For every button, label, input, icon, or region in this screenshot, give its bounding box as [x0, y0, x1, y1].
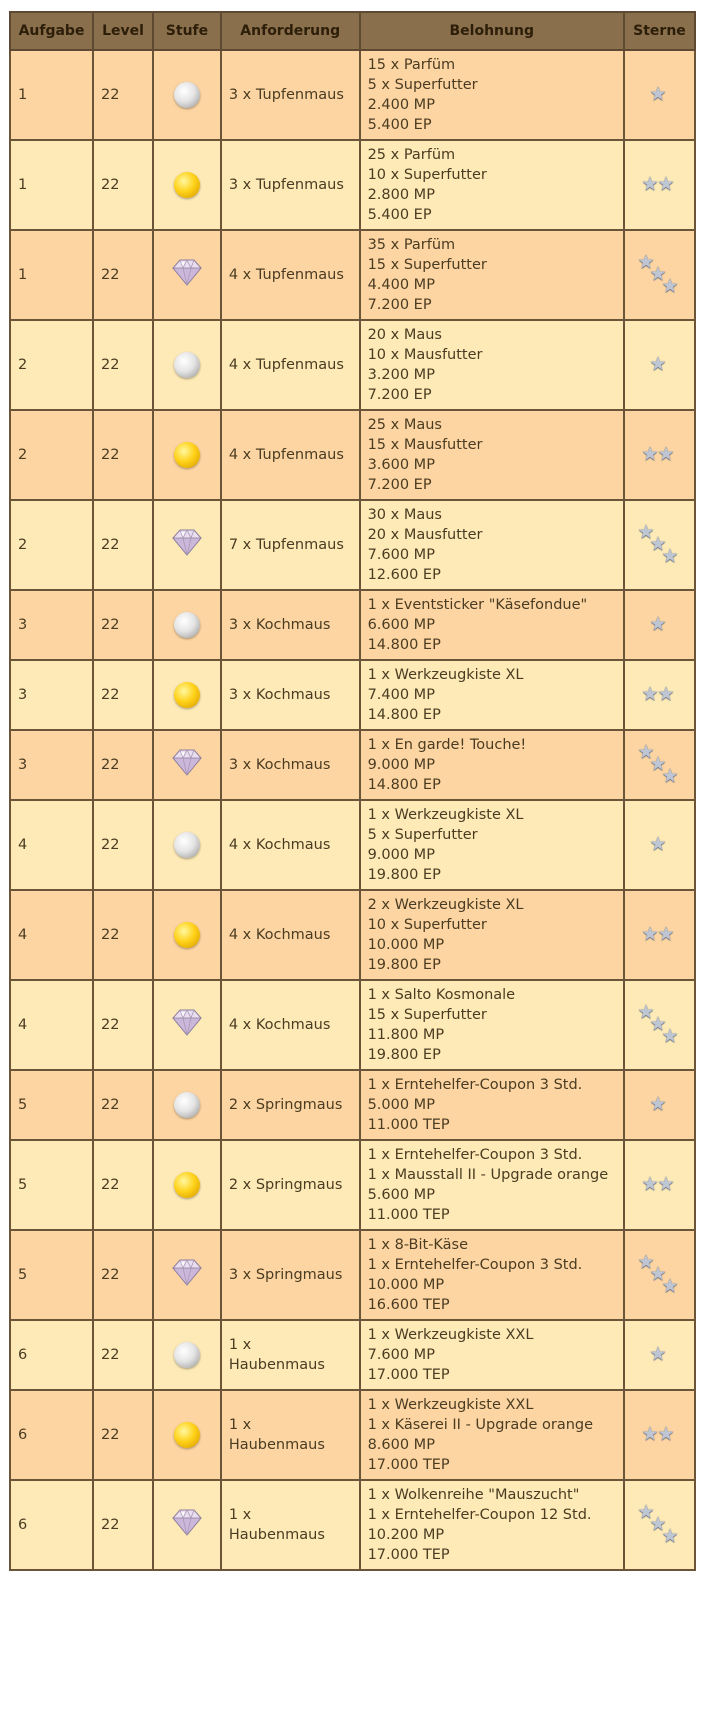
cell-belohnung: [360, 230, 624, 320]
reward-line: 17.000 TEP: [367, 1547, 450, 1563]
table-row: [10, 890, 695, 980]
cell-level: 22: [93, 410, 153, 500]
cell-anforderung: 4 x Tupfenmaus: [221, 320, 360, 410]
cell-anforderung: 1 x Haubenmaus: [221, 1320, 360, 1390]
reward-line: 7.200 EP: [367, 477, 432, 493]
cell-level: 22: [93, 800, 153, 890]
header-anforderung: Anforderung: [221, 12, 360, 50]
reward-line: 14.800 EP: [367, 777, 441, 793]
diamond-icon: [172, 748, 202, 782]
star-icon: ★: [649, 1513, 667, 1535]
cell-stufe: [153, 980, 221, 1070]
reward-line: 25 x Maus: [367, 417, 442, 433]
star-rating: [641, 1425, 677, 1445]
reward-line: 2 x Werkzeugkiste XL: [367, 897, 524, 913]
cell-level: 22: [93, 1230, 153, 1320]
cell-sterne: [624, 1390, 695, 1480]
star-rating: [649, 615, 669, 635]
cell-aufgabe: 6: [10, 1320, 93, 1390]
reward-line: 1 x Mausstall II - Upgrade orange: [367, 1167, 609, 1183]
cell-anforderung: 1 x Haubenmaus: [221, 1480, 360, 1570]
table-header-row: [10, 12, 695, 50]
cell-aufgabe: 4: [10, 980, 93, 1070]
reward-line: 5 x Superfutter: [367, 827, 478, 843]
cell-sterne: [624, 1320, 695, 1390]
cell-level: 22: [93, 50, 153, 140]
star-icon: ★: [657, 1173, 675, 1195]
cell-aufgabe: 2: [10, 320, 93, 410]
cell-stufe: [153, 1320, 221, 1390]
cell-belohnung: [360, 1480, 624, 1570]
star-rating: [649, 1095, 669, 1115]
cell-aufgabe: 3: [10, 590, 93, 660]
reward-line: 1 x Erntehelfer-Coupon 3 Std.: [367, 1257, 583, 1273]
cell-level: 22: [93, 230, 153, 320]
reward-line: 1 x Werkzeugkiste XXL: [367, 1397, 534, 1413]
table-row: [10, 410, 695, 500]
star-rating: [641, 1175, 677, 1195]
reward-line: 7.200 EP: [367, 297, 432, 313]
cell-belohnung: [360, 800, 624, 890]
cell-belohnung: [360, 50, 624, 140]
cell-stufe: [153, 1230, 221, 1320]
cell-aufgabe: 4: [10, 890, 93, 980]
cell-anforderung: 4 x Tupfenmaus: [221, 230, 360, 320]
cell-belohnung: [360, 320, 624, 410]
reward-line: 1 x Erntehelfer-Coupon 3 Std.: [367, 1077, 583, 1093]
cell-anforderung: 2 x Springmaus: [221, 1070, 360, 1140]
star-icon: ★: [657, 443, 675, 465]
cell-sterne: [624, 1480, 695, 1570]
silver-coin-icon: [174, 82, 200, 108]
star-icon: ★: [657, 1423, 675, 1445]
reward-line: 10 x Superfutter: [367, 917, 487, 933]
table-row: [10, 500, 695, 590]
star-rating: [641, 925, 677, 945]
silver-coin-icon: [174, 352, 200, 378]
star-icon: ★: [657, 173, 675, 195]
table-row: [10, 1140, 695, 1230]
reward-line: 9.000 MP: [367, 757, 435, 773]
reward-line: 1 x Wolkenreihe "Mauszucht": [367, 1487, 580, 1503]
table-row: [10, 660, 695, 730]
header-sterne: Sterne: [624, 12, 695, 50]
cell-aufgabe: 5: [10, 1140, 93, 1230]
cell-aufgabe: 1: [10, 230, 93, 320]
reward-line: 10.000 MP: [367, 1277, 445, 1293]
reward-line: 14.800 EP: [367, 707, 441, 723]
cell-stufe: [153, 1140, 221, 1230]
star-icon: ★: [641, 923, 659, 945]
star-icon: ★: [641, 1423, 659, 1445]
table-row: [10, 1230, 695, 1320]
reward-line: 5.600 MP: [367, 1187, 435, 1203]
cell-belohnung: [360, 1320, 624, 1390]
reward-line: 30 x Maus: [367, 507, 442, 523]
cell-anforderung: 7 x Tupfenmaus: [221, 500, 360, 590]
cell-aufgabe: 5: [10, 1230, 93, 1320]
cell-belohnung: [360, 890, 624, 980]
table-row: [10, 140, 695, 230]
star-rating: [637, 523, 681, 567]
cell-sterne: [624, 590, 695, 660]
cell-stufe: [153, 1480, 221, 1570]
reward-line: 1 x Werkzeugkiste XL: [367, 807, 524, 823]
reward-line: 1 x Werkzeugkiste XL: [367, 667, 524, 683]
cell-belohnung: [360, 410, 624, 500]
star-icon: ★: [641, 173, 659, 195]
table-row: [10, 980, 695, 1070]
reward-line: 1 x Eventsticker "Käsefondue": [367, 597, 588, 613]
gold-coin-icon: [174, 922, 200, 948]
cell-sterne: [624, 1070, 695, 1140]
cell-anforderung: 4 x Kochmaus: [221, 890, 360, 980]
cell-anforderung: 3 x Tupfenmaus: [221, 50, 360, 140]
diamond-icon: [172, 1008, 202, 1042]
reward-line: 7.600 MP: [367, 547, 435, 563]
cell-sterne: [624, 1230, 695, 1320]
cell-sterne: [624, 140, 695, 230]
gold-coin-icon: [174, 682, 200, 708]
gold-coin-icon: [174, 1422, 200, 1448]
star-icon: ★: [637, 1501, 655, 1523]
cell-level: 22: [93, 320, 153, 410]
cell-sterne: [624, 410, 695, 500]
cell-sterne: [624, 980, 695, 1070]
cell-sterne: [624, 1140, 695, 1230]
star-icon: ★: [637, 521, 655, 543]
star-icon: ★: [661, 275, 679, 297]
table-row: [10, 230, 695, 320]
star-icon: ★: [649, 263, 667, 285]
reward-line: 4.400 MP: [367, 277, 435, 293]
table-body: [10, 50, 695, 1570]
reward-line: 17.000 TEP: [367, 1457, 450, 1473]
star-rating: [641, 685, 677, 705]
cell-aufgabe: 2: [10, 410, 93, 500]
reward-line: 1 x Erntehelfer-Coupon 12 Std.: [367, 1507, 592, 1523]
reward-line: 5.400 EP: [367, 117, 432, 133]
cell-belohnung: [360, 140, 624, 230]
star-icon: ★: [637, 741, 655, 763]
diamond-icon: [172, 1508, 202, 1542]
reward-line: 6.600 MP: [367, 617, 435, 633]
star-icon: ★: [637, 251, 655, 273]
diamond-icon: [172, 258, 202, 292]
star-icon: ★: [661, 545, 679, 567]
reward-line: 15 x Parfüm: [367, 57, 456, 73]
cell-anforderung: 3 x Tupfenmaus: [221, 140, 360, 230]
table-row: [10, 730, 695, 800]
cell-belohnung: [360, 590, 624, 660]
cell-aufgabe: 4: [10, 800, 93, 890]
reward-line: 2.800 MP: [367, 187, 435, 203]
table-row: [10, 50, 695, 140]
reward-line: 11.000 TEP: [367, 1117, 450, 1133]
gold-coin-icon: [174, 1172, 200, 1198]
cell-level: 22: [93, 1480, 153, 1570]
cell-stufe: [153, 1390, 221, 1480]
cell-anforderung: 3 x Kochmaus: [221, 730, 360, 800]
star-icon: ★: [649, 83, 667, 105]
reward-line: 10 x Superfutter: [367, 167, 487, 183]
cell-anforderung: 4 x Tupfenmaus: [221, 410, 360, 500]
cell-anforderung: 3 x Kochmaus: [221, 590, 360, 660]
star-icon: ★: [649, 1093, 667, 1115]
cell-sterne: [624, 50, 695, 140]
cell-level: 22: [93, 980, 153, 1070]
cell-belohnung: [360, 1070, 624, 1140]
cell-aufgabe: 1: [10, 140, 93, 230]
cell-aufgabe: 5: [10, 1070, 93, 1140]
star-icon: ★: [661, 765, 679, 787]
star-rating: [649, 1345, 669, 1365]
cell-level: 22: [93, 730, 153, 800]
reward-line: 16.600 TEP: [367, 1297, 450, 1313]
reward-line: 1 x 8-Bit-Käse: [367, 1237, 469, 1253]
cell-belohnung: [360, 1390, 624, 1480]
cell-aufgabe: 3: [10, 660, 93, 730]
cell-stufe: [153, 1070, 221, 1140]
silver-coin-icon: [174, 612, 200, 638]
reward-line: 7.600 MP: [367, 1347, 435, 1363]
cell-anforderung: 3 x Springmaus: [221, 1230, 360, 1320]
reward-line: 9.000 MP: [367, 847, 435, 863]
star-icon: ★: [657, 923, 675, 945]
star-icon: ★: [661, 1525, 679, 1547]
cell-level: 22: [93, 590, 153, 660]
star-icon: ★: [641, 683, 659, 705]
reward-line: 2.400 MP: [367, 97, 435, 113]
reward-line: 3.600 MP: [367, 457, 435, 473]
cell-stufe: [153, 410, 221, 500]
cell-stufe: [153, 140, 221, 230]
reward-line: 5.400 EP: [367, 207, 432, 223]
star-icon: ★: [649, 833, 667, 855]
reward-line: 20 x Mausfutter: [367, 527, 483, 543]
reward-line: 5.000 MP: [367, 1097, 435, 1113]
header-aufgabe: Aufgabe: [10, 12, 93, 50]
cell-aufgabe: 3: [10, 730, 93, 800]
star-icon: ★: [657, 683, 675, 705]
reward-line: 8.600 MP: [367, 1437, 435, 1453]
cell-stufe: [153, 660, 221, 730]
table-row: [10, 320, 695, 410]
table-row: [10, 1390, 695, 1480]
cell-belohnung: [360, 660, 624, 730]
cell-stufe: [153, 320, 221, 410]
silver-coin-icon: [174, 832, 200, 858]
header-belohnung: Belohnung: [360, 12, 624, 50]
star-icon: ★: [637, 1251, 655, 1273]
star-icon: ★: [649, 753, 667, 775]
reward-line: 3.200 MP: [367, 367, 435, 383]
reward-line: 19.800 EP: [367, 1047, 441, 1063]
cell-anforderung: 1 x Haubenmaus: [221, 1390, 360, 1480]
reward-line: 12.600 EP: [367, 567, 441, 583]
table-row: [10, 590, 695, 660]
reward-line: 7.400 MP: [367, 687, 435, 703]
star-rating: [649, 355, 669, 375]
reward-line: 19.800 EP: [367, 867, 441, 883]
cell-stufe: [153, 590, 221, 660]
cell-belohnung: [360, 1230, 624, 1320]
reward-line: 20 x Maus: [367, 327, 442, 343]
cell-sterne: [624, 500, 695, 590]
cell-level: 22: [93, 1140, 153, 1230]
cell-belohnung: [360, 500, 624, 590]
star-icon: ★: [641, 1173, 659, 1195]
reward-line: 35 x Parfüm: [367, 237, 456, 253]
reward-line: 19.800 EP: [367, 957, 441, 973]
reward-line: 10.000 MP: [367, 937, 445, 953]
reward-line: 1 x Salto Kosmonale: [367, 987, 516, 1003]
star-rating: [637, 743, 681, 787]
reward-line: 5 x Superfutter: [367, 77, 478, 93]
cell-sterne: [624, 660, 695, 730]
star-rating: [641, 175, 677, 195]
star-rating: [637, 1003, 681, 1047]
table-row: [10, 1320, 695, 1390]
diamond-icon: [172, 1258, 202, 1292]
star-icon: ★: [649, 533, 667, 555]
cell-sterne: [624, 890, 695, 980]
star-rating: [637, 253, 681, 297]
reward-line: 1 x Werkzeugkiste XXL: [367, 1327, 534, 1343]
cell-level: 22: [93, 1070, 153, 1140]
header-level: Level: [93, 12, 153, 50]
table-row: [10, 1480, 695, 1570]
star-icon: ★: [649, 613, 667, 635]
reward-line: 15 x Mausfutter: [367, 437, 483, 453]
reward-line: 11.800 MP: [367, 1027, 445, 1043]
cell-anforderung: 4 x Kochmaus: [221, 980, 360, 1070]
cell-anforderung: 2 x Springmaus: [221, 1140, 360, 1230]
cell-sterne: [624, 230, 695, 320]
header-stufe: Stufe: [153, 12, 221, 50]
cell-belohnung: [360, 730, 624, 800]
cell-stufe: [153, 800, 221, 890]
star-icon: ★: [649, 353, 667, 375]
reward-line: 15 x Superfutter: [367, 1007, 487, 1023]
reward-line: 25 x Parfüm: [367, 147, 456, 163]
cell-aufgabe: 1: [10, 50, 93, 140]
star-rating: [637, 1253, 681, 1297]
star-icon: ★: [649, 1013, 667, 1035]
cell-sterne: [624, 730, 695, 800]
cell-level: 22: [93, 1320, 153, 1390]
gold-coin-icon: [174, 442, 200, 468]
silver-coin-icon: [174, 1342, 200, 1368]
cell-stufe: [153, 50, 221, 140]
cell-stufe: [153, 730, 221, 800]
reward-line: 7.200 EP: [367, 387, 432, 403]
reward-line: 15 x Superfutter: [367, 257, 487, 273]
reward-line: 1 x En garde! Touche!: [367, 737, 527, 753]
cell-belohnung: [360, 1140, 624, 1230]
table-row: [10, 1070, 695, 1140]
star-rating: [649, 835, 669, 855]
cell-aufgabe: 6: [10, 1390, 93, 1480]
reward-line: 11.000 TEP: [367, 1207, 450, 1223]
star-icon: ★: [661, 1275, 679, 1297]
reward-line: 1 x Käserei II - Upgrade orange: [367, 1417, 594, 1433]
cell-stufe: [153, 500, 221, 590]
star-rating: [641, 445, 677, 465]
reward-line: 14.800 EP: [367, 637, 441, 653]
star-rating: [637, 1503, 681, 1547]
star-icon: ★: [649, 1263, 667, 1285]
cell-sterne: [624, 800, 695, 890]
star-icon: ★: [641, 443, 659, 465]
cell-sterne: [624, 320, 695, 410]
cell-aufgabe: 6: [10, 1480, 93, 1570]
cell-stufe: [153, 890, 221, 980]
cell-aufgabe: 2: [10, 500, 93, 590]
cell-anforderung: 4 x Kochmaus: [221, 800, 360, 890]
star-icon: ★: [661, 1025, 679, 1047]
reward-line: 1 x Erntehelfer-Coupon 3 Std.: [367, 1147, 583, 1163]
reward-line: 10 x Mausfutter: [367, 347, 483, 363]
cell-stufe: [153, 230, 221, 320]
reward-line: 10.200 MP: [367, 1527, 445, 1543]
cell-level: 22: [93, 660, 153, 730]
cell-anforderung: 3 x Kochmaus: [221, 660, 360, 730]
reward-line: 17.000 TEP: [367, 1367, 450, 1383]
quest-table: [9, 11, 696, 1571]
cell-level: 22: [93, 500, 153, 590]
diamond-icon: [172, 528, 202, 562]
table-row: [10, 800, 695, 890]
cell-level: 22: [93, 890, 153, 980]
gold-coin-icon: [174, 172, 200, 198]
star-icon: ★: [649, 1343, 667, 1365]
cell-belohnung: [360, 980, 624, 1070]
cell-level: 22: [93, 140, 153, 230]
star-icon: ★: [637, 1001, 655, 1023]
star-rating: [649, 85, 669, 105]
cell-level: 22: [93, 1390, 153, 1480]
silver-coin-icon: [174, 1092, 200, 1118]
